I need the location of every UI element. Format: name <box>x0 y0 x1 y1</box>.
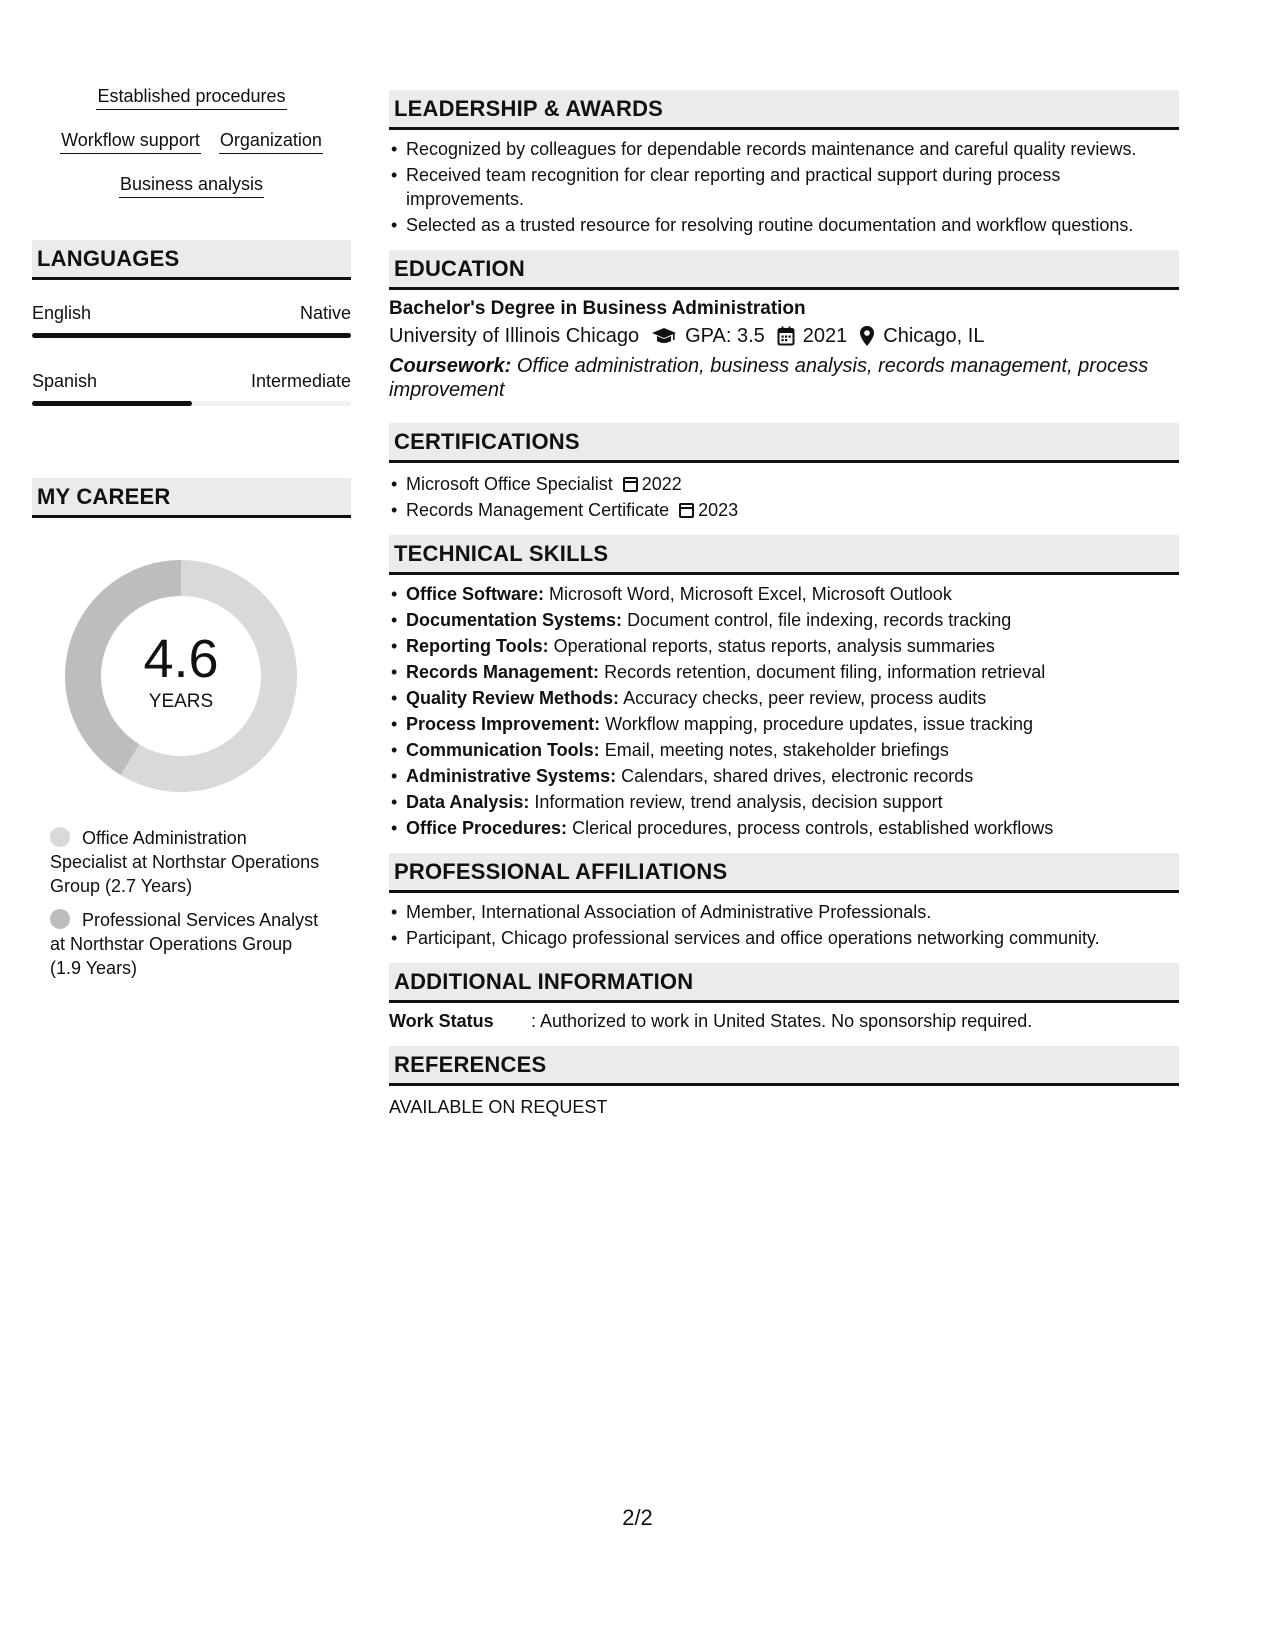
section-title: ADDITIONAL INFORMATION <box>394 968 694 994</box>
list-item: • Selected as a trusted resource for resolving routine documentation and workflow questions. <box>406 213 1179 237</box>
additional-info-header <box>389 963 1179 1003</box>
work-status-label: Work Status <box>389 1011 494 1031</box>
list-item <box>406 608 1179 632</box>
language-level: Intermediate <box>250 371 351 391</box>
skill-tag: Workflow support <box>60 128 201 154</box>
skill-text: Email, meeting notes, stakeholder briefings <box>604 740 949 760</box>
career-years-value: 4.6 <box>143 629 219 689</box>
calendar-icon <box>679 503 694 518</box>
left-column <box>32 84 351 990</box>
skill-tag: Established procedures <box>96 84 286 110</box>
list-item <box>406 660 1179 684</box>
section-title: EDUCATION <box>394 255 525 281</box>
career-legend <box>32 826 351 980</box>
coursework-text: Office administration, business analysis, records management, process improvement <box>389 355 1149 401</box>
leadership-list <box>389 137 1179 237</box>
section-title: REFERENCES <box>394 1051 547 1077</box>
career-header <box>32 478 351 518</box>
section-title: PROFESSIONAL AFFILIATIONS <box>394 858 728 884</box>
list-item <box>406 472 1179 496</box>
work-status-row <box>389 1009 1179 1033</box>
leadership-header <box>389 90 1179 130</box>
references-text: AVAILABLE ON REQUEST <box>389 1097 608 1117</box>
list-item <box>406 738 1179 762</box>
legend-dot-icon <box>50 909 70 929</box>
gpa: GPA: 3.5 <box>685 325 765 347</box>
career-legend-item <box>50 826 320 898</box>
list-item <box>406 634 1179 658</box>
location-pin-icon <box>859 325 875 347</box>
languages-header <box>32 240 351 280</box>
certification-year: 2023 <box>698 500 739 520</box>
skill-label: Data Analysis: <box>406 792 530 812</box>
skill-tags-row <box>32 172 351 198</box>
language-bar-fill <box>32 401 192 406</box>
career-legend-item <box>50 908 320 980</box>
list-item <box>406 764 1179 788</box>
list-item <box>406 712 1179 736</box>
section-title: LEADERSHIP & AWARDS <box>394 95 664 121</box>
page-number: 2/2 <box>622 1505 653 1530</box>
career-role-label: Professional Services Analyst at Northstar Operations Group (1.9 Years) <box>50 910 319 978</box>
skill-label: Quality Review Methods: <box>406 688 620 708</box>
skill-text: Calendars, shared drives, electronic records <box>621 766 974 786</box>
graduation-year: 2021 <box>802 325 848 347</box>
language-bar <box>32 401 351 406</box>
skill-label: Reporting Tools: <box>406 636 549 656</box>
skill-text: Clerical procedures, process controls, established workflows <box>572 818 1054 838</box>
skill-tag: Organization <box>219 128 323 154</box>
right-column <box>389 90 1179 1119</box>
section-title: MY CAREER <box>37 483 171 509</box>
certifications-list <box>389 472 1179 522</box>
language-bar-fill <box>32 333 351 338</box>
language-name: English <box>32 303 92 323</box>
affiliations-list <box>389 900 1179 950</box>
affiliations-header <box>389 853 1179 893</box>
skill-text: Operational reports, status reports, analysis summaries <box>553 636 995 656</box>
technical-skills-header <box>389 535 1179 575</box>
skill-text: Workflow mapping, procedure updates, issue tracking <box>605 714 1033 734</box>
education-header <box>389 250 1179 290</box>
skill-tags-row <box>32 84 351 110</box>
language-bar <box>32 333 351 338</box>
language-item <box>32 370 351 406</box>
skill-label: Process Improvement: <box>406 714 601 734</box>
list-item <box>406 790 1179 814</box>
skills-list <box>389 582 1179 840</box>
school-name: University of Illinois Chicago <box>389 325 640 347</box>
career-donut-chart <box>65 560 297 792</box>
calendar-icon <box>777 326 795 346</box>
list-item: • Participant, Chicago professional services and office operations networking community. <box>406 926 1179 950</box>
list-item <box>406 582 1179 606</box>
section-title: CERTIFICATIONS <box>394 428 580 454</box>
coursework-label: Coursework: <box>389 355 512 377</box>
list-item <box>406 686 1179 710</box>
skill-text: Microsoft Word, Microsoft Excel, Microsoft Outlook <box>549 584 952 604</box>
references-header <box>389 1046 1179 1086</box>
list-item <box>406 498 1179 522</box>
list-item: • Received team recognition for clear reporting and practical support during process improvements. <box>406 163 1179 211</box>
skill-label: Documentation Systems: <box>406 610 623 630</box>
skill-text: Accuracy checks, peer review, process audits <box>623 688 987 708</box>
skill-tag: Business analysis <box>119 172 264 198</box>
list-item: • Member, International Association of Administrative Professionals. <box>406 900 1179 924</box>
certification-year: 2022 <box>641 474 682 494</box>
skill-label: Communication Tools: <box>406 740 600 760</box>
work-status-value: : Authorized to work in United States. No sponsorship required. <box>531 1011 1033 1031</box>
section-title: LANGUAGES <box>37 245 180 271</box>
school-location: Chicago, IL <box>883 325 985 347</box>
skill-text: Document control, file indexing, records tracking <box>627 610 1012 630</box>
skill-label: Records Management: <box>406 662 600 682</box>
certifications-header <box>389 423 1179 463</box>
career-role-label: Office Administration Specialist at Northstar Operations Group (2.7 Years) <box>50 828 320 896</box>
skill-label: Office Procedures: <box>406 818 568 838</box>
skill-text: Records retention, document filing, information retrieval <box>604 662 1046 682</box>
skill-label: Office Software: <box>406 584 545 604</box>
certification-name: Records Management Certificate <box>406 500 670 520</box>
language-level: Native <box>299 303 351 323</box>
coursework <box>389 354 1179 402</box>
skill-label: Administrative Systems: <box>406 766 617 786</box>
skill-tags-row <box>32 128 351 154</box>
language-name: Spanish <box>32 371 98 391</box>
education-details <box>389 322 1179 350</box>
section-title: TECHNICAL SKILLS <box>394 540 609 566</box>
calendar-icon <box>623 477 638 492</box>
list-item <box>406 816 1179 840</box>
legend-dot-icon <box>50 827 70 847</box>
certification-name: Microsoft Office Specialist <box>406 474 613 494</box>
career-years-unit: YEARS <box>148 691 214 712</box>
language-item <box>32 302 351 338</box>
skill-text: Information review, trend analysis, decision support <box>534 792 943 812</box>
list-item: • Recognized by colleagues for dependable records maintenance and careful quality reviews. <box>406 137 1179 161</box>
graduation-cap-icon <box>651 327 677 345</box>
degree-title: Bachelor's Degree in Business Administration <box>389 298 806 319</box>
